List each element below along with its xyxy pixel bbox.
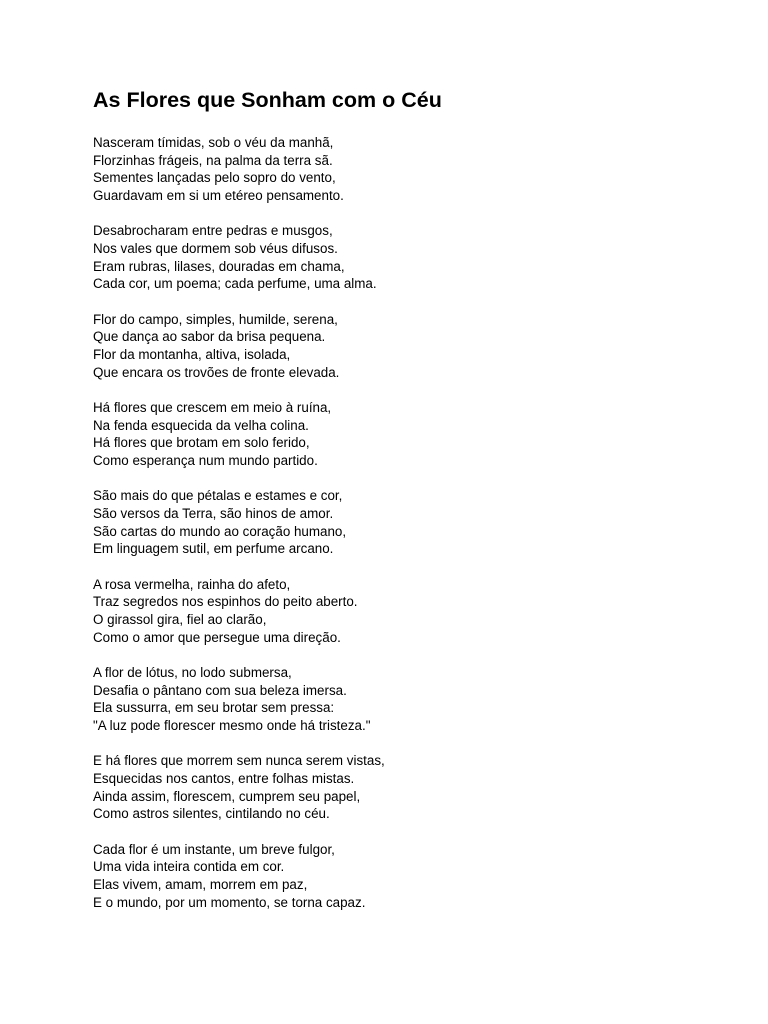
document-page [93,86,713,929]
stanza-6 [93,576,713,647]
poem-line: Desabrocharam entre pedras e musgos, [93,223,333,239]
poem-line: Desafia o pântano com sua beleza imersa. [93,682,347,698]
poem-line: Florzinhas frágeis, na palma da terra sã. [93,152,333,168]
poem-line: A flor de lótus, no lodo submersa, [93,664,292,680]
stanza-7 [93,664,713,735]
poem-line: Há flores que brotam em solo ferido, [93,435,310,451]
poem-line: Como o amor que persegue uma direção. [93,629,341,645]
poem-line: Traz segredos nos espinhos do peito aberto. [93,594,358,610]
poem-line: Guardavam em si um etéreo pensamento. [93,188,344,204]
poem-line: São cartas do mundo ao coração humano, [93,523,347,539]
stanza-2 [93,222,713,293]
poem-line: E há flores que morrem sem nunca serem vistas, [93,753,385,769]
poem-line: Elas vivem, amam, morrem em paz, [93,876,308,892]
stanza-4 [93,399,713,470]
poem-line: São mais do que pétalas e estames e cor, [93,488,343,504]
poem-line: "A luz pode florescer mesmo onde há tristeza." [93,717,371,733]
poem-line: Nasceram tímidas, sob o véu da manhã, [93,135,334,150]
poem-line: Flor da montanha, altiva, isolada, [93,347,291,363]
poem-line: Sementes lançadas pelo sopro do vento, [93,170,336,186]
poem-line: A rosa vermelha, rainha do afeto, [93,576,291,592]
stanza-5 [93,487,713,558]
stanza-9 [93,841,713,912]
poem-line: O girassol gira, fiel ao clarão, [93,611,267,627]
poem-line: Como esperança num mundo partido. [93,453,318,469]
stanza-3 [93,311,713,382]
poem-line: São versos da Terra, são hinos de amor. [93,505,334,521]
poem-line: Cada flor é um instante, um breve fulgor, [93,841,335,857]
poem-line: Que encara os trovões de fronte elevada. [93,364,340,380]
poem-line: Nos vales que dormem sob véus difusos. [93,241,338,257]
poem-line: Ela sussurra, em seu brotar sem pressa: [93,700,335,716]
poem-line: Como astros silentes, cintilando no céu. [93,806,330,822]
poem-line: Na fenda esquecida da velha colina. [93,417,309,433]
stanza-8 [93,752,713,823]
poem-title: As Flores que Sonham com o Céu [93,88,442,112]
stanza-1 [93,134,713,205]
poem-line: Eram rubras, lilases, douradas em chama, [93,258,345,274]
poem-line: Cada cor, um poema; cada perfume, uma alma. [93,276,377,292]
poem-line: Uma vida inteira contida em cor. [93,859,285,875]
poem-line: Ainda assim, florescem, cumprem seu papel, [93,788,361,804]
poem-line: Esquecidas nos cantos, entre folhas mistas. [93,770,355,786]
poem-line: Em linguagem sutil, em perfume arcano. [93,541,334,557]
poem-line: Há flores que crescem em meio à ruína, [93,399,332,415]
poem-line: E o mundo, por um momento, se torna capaz. [93,894,366,910]
poem-line: Que dança ao sabor da brisa pequena. [93,329,326,345]
poem-line: Flor do campo, simples, humilde, serena, [93,311,338,327]
